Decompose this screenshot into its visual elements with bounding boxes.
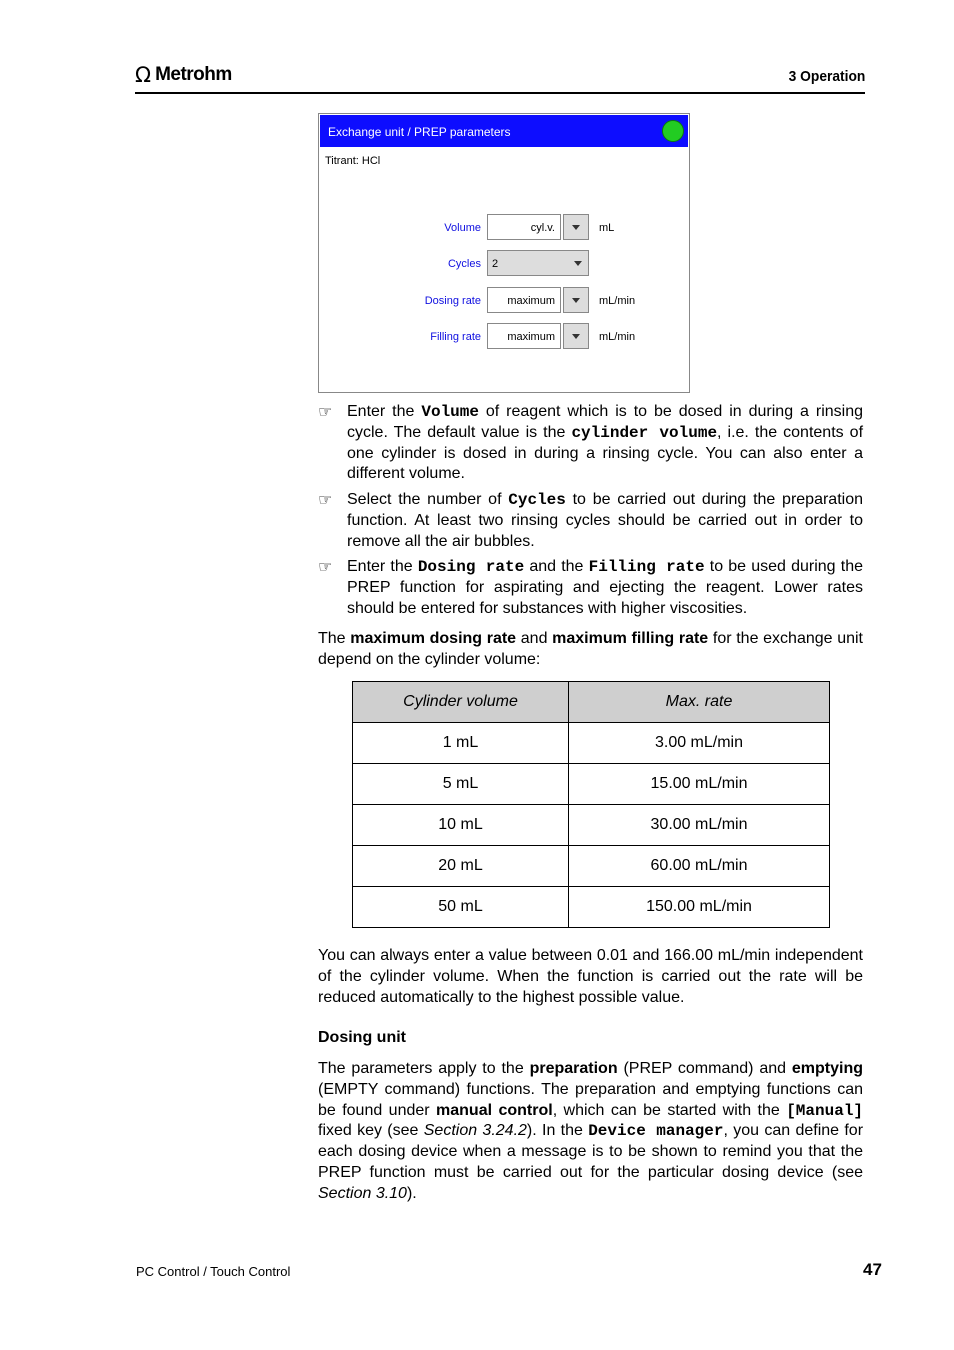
bullet-volume [318,402,863,485]
filling-rate-dropdown-button[interactable] [563,323,589,349]
filling-rate-input[interactable]: maximum [487,323,561,349]
column-header-cylinder-volume: Cylinder volume [353,682,569,723]
cycles-label[interactable]: Cycles [447,258,481,270]
pointing-hand-icon: ☞ [318,402,333,421]
cycles-select[interactable]: 2 [487,250,589,276]
filling-rate-row [319,323,689,351]
prep-parameters-dialog [318,113,690,393]
bullet-text: Select the number of Cycles to be carried out during the preparation function. At least two rinsing cycles should be carried out in order to remove all the air bubbles. [347,491,863,550]
table-row [353,764,830,805]
dosing-rate-unit: mL/min [599,295,636,307]
cylinder-volume-cell: 50 mL [353,887,569,928]
table-row [353,846,830,887]
max-rate-cell: 15.00 mL/min [569,764,830,805]
footer-product-name: PC Control / Touch Control [136,1264,291,1279]
volume-row [319,214,689,242]
bullet-cycles [318,490,863,552]
status-led-icon [662,120,684,142]
dosing-unit-heading: Dosing unit [318,1029,406,1046]
volume-dropdown-button[interactable] [563,214,589,240]
column-header-max-rate: Max. rate [569,682,830,723]
volume-label[interactable]: Volume [444,222,481,234]
max-rate-cell: 60.00 mL/min [569,846,830,887]
page-number: 47 [863,1260,882,1279]
dosing-rate-dropdown-button[interactable] [563,287,589,313]
pointing-hand-icon: ☞ [318,557,333,576]
logo-text: Metrohm [155,64,232,85]
table-header-row [353,682,830,723]
titrant-label: Titrant: HCl [325,155,381,167]
dosing-unit-paragraph: The parameters apply to the preparation (PREP command) and emptying (EMPTY command) functions. The preparation and emptying functions can be found under manual control, which can be started with the [Manual] fixed key (see Section 3.24.2). In the Device manager, you can define for each dosing device when a message is to be shown to remind you that the PREP function must be carried out for the particular dosing device (see Section 3.10). [318,1060,864,1202]
omega-logo-icon: Ω [135,63,152,87]
filling-rate-label[interactable]: Filling rate [430,331,481,343]
dosing-rate-input[interactable]: maximum [487,287,561,313]
volume-input[interactable]: cyl.v. [487,214,561,240]
table-row [353,887,830,928]
table-row [353,805,830,846]
filling-rate-unit: mL/min [599,331,636,343]
dialog-titlebar [320,115,688,147]
logo [135,64,232,86]
dosing-rate-row [319,287,689,315]
max-rate-table [352,681,830,928]
section-title: 3 Operation [788,68,865,85]
dosing-rate-label[interactable]: Dosing rate [424,295,481,307]
rate-range-paragraph: You can always enter a value between 0.01 and 166.00 mL/min independent of the cylinder volume. When the function is carried out the rate will be reduced automatically to the highest possible value. [318,947,863,1006]
bullet-text: Enter the Dosing rate and the Filling rate to be used during the PREP function for aspirating and ejecting the reagent. Lower rates should be entered for substances with higher viscosities. [347,558,863,617]
dialog-title: Exchange unit / PREP parameters [328,125,511,139]
bullet-text: Enter the Volume of reagent which is to be dosed in during a rinsing cycle. The default value is the cylinder volume, i.e. the contents of one cylinder is dosed in during a rinsing cycle. You can also enter a different volume. [347,403,864,483]
max-rate-cell: 3.00 mL/min [569,723,830,764]
max-rate-cell: 30.00 mL/min [569,805,830,846]
cylinder-volume-cell: 1 mL [353,723,569,764]
volume-unit: mL [599,222,615,234]
cylinder-volume-cell: 5 mL [353,764,569,805]
cylinder-volume-cell: 20 mL [353,846,569,887]
cycles-row [319,250,689,278]
cylinder-volume-cell: 10 mL [353,805,569,846]
pointing-hand-icon: ☞ [318,490,333,509]
max-rate-paragraph: The maximum dosing rate and maximum filling rate for the exchange unit depend on the cylinder volume: [318,630,864,668]
bullet-rates [318,557,863,619]
max-rate-cell: 150.00 mL/min [569,887,830,928]
table-row [353,723,830,764]
page-header [135,64,865,94]
